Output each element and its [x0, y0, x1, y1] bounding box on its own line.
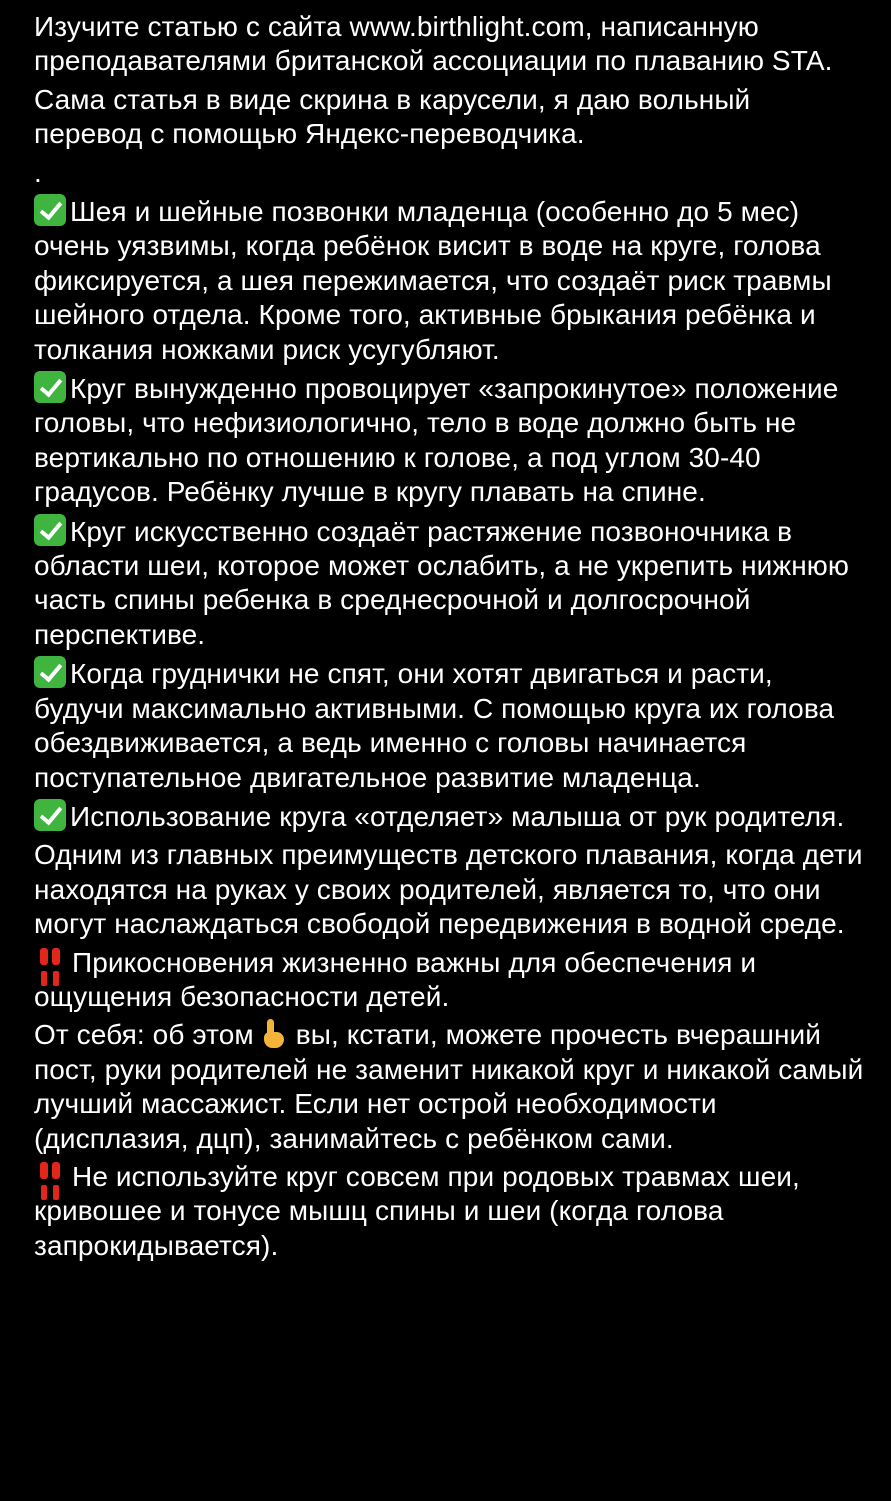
check-mark-button-icon [34, 194, 66, 226]
own-opinion-lead: От себя: об этом [34, 1019, 254, 1051]
alert-item-1 [34, 946, 866, 1015]
double-exclamation-icon [34, 1160, 68, 1190]
check-item-3-text: Круг искусственно создаёт растяжение позвоночника в области шеи, которое может ослабить, а не укрепить нижнюю часть спины ребенка в среднесрочной и долгосрочной перспективе. [34, 515, 850, 650]
alert-item-2 [34, 1160, 866, 1263]
alert-item-1-text: Прикосновения жизненно важны для обеспечения и ощущения безопасности детей. [34, 946, 757, 1012]
intro-paragraph-1: Изучите статью с сайта www.birthlight.com, написанную преподавателями британской ассоциации по плаванию STA. [34, 11, 833, 77]
check-item-1-text: Шея и шейные позвонки младенца (особенно до 5 мес) очень уязвимы, когда ребёнок висит в воде на круге, голова фиксируется, а шея пережимается, что создаёт риск травмы шейного отдела. Кроме того, активные брыкания ребёнка и толкания ножками риск усугубляют. [34, 196, 832, 365]
check-item-1 [34, 194, 866, 367]
check-item-3 [34, 514, 866, 653]
advantage-paragraph: Одним из главных преимуществ детского плавания, когда дети находятся на руках у своих родителей, является то, что они могут наслаждаться свободой передвижения в водной среде. [34, 839, 863, 940]
check-item-4 [34, 656, 866, 795]
intro-paragraph-2: Сама статья в виде скрина в карусели, я даю вольный перевод с помощью Яндекс-переводчика. [34, 83, 751, 150]
double-exclamation-icon [34, 946, 68, 976]
check-mark-button-icon [34, 656, 66, 688]
alert-item-2-text: Не используйте круг совсем при родовых травмах шеи, кривошее и тонусе мышц спины и шеи (когда голова запрокидывается). [34, 1160, 800, 1261]
check-item-5-text: Использование круга «отделяет» малыша от рук родителя. [70, 800, 845, 832]
check-item-2-text: Круг вынужденно провоцирует «запрокинутое» положение головы, что нефизиологично, тело в воде должно быть не вертикально по отношению к голове, а под углом 30-40 градусов. Ребёнку лучше в кругу плавать на спине. [34, 373, 839, 508]
check-item-2 [34, 371, 866, 510]
check-item-5 [34, 799, 866, 834]
dot-separator: . [34, 156, 42, 188]
own-opinion-text: вы, кстати, можете прочесть вчерашний пост, руки родителей не заменит никакой круг и никакой самый лучший массажист. Если нет острой необходимости (дисплазия, дцп), занимайтесь с ребёнком сами. [34, 1019, 864, 1154]
check-item-4-text: Когда груднички не спят, они хотят двигаться и расти, будучи максимально активными. С помощью круга их голова обездвиживается, а ведь именно с головы начинается поступательное двигательное развитие младенца. [34, 658, 835, 793]
post-text [34, 10, 866, 1267]
backhand-index-pointing-up-icon [258, 1019, 288, 1049]
own-opinion-paragraph [34, 1018, 866, 1156]
check-mark-button-icon [34, 371, 66, 403]
check-mark-button-icon [34, 514, 66, 546]
check-mark-button-icon [34, 799, 66, 831]
